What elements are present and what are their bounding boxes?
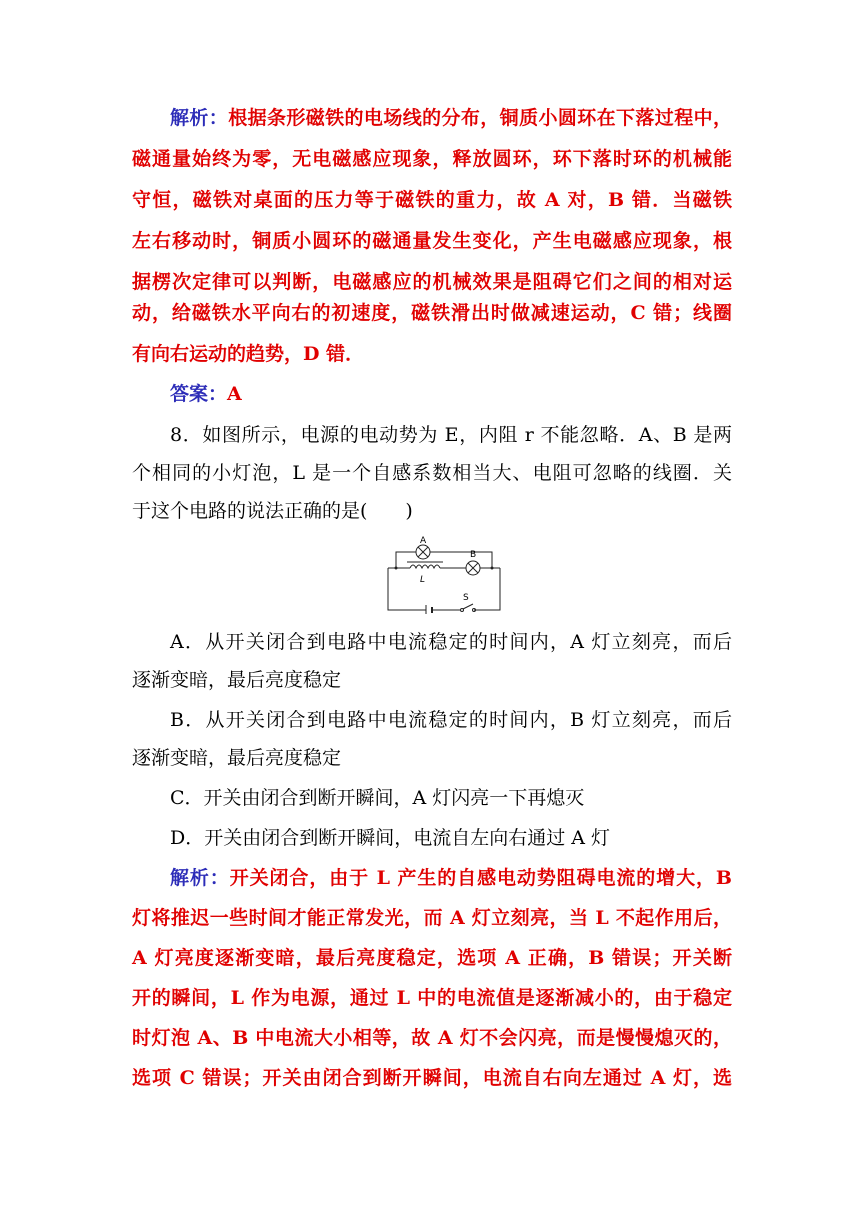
analysis1-line-1: 解析：根据条形磁铁的电场线的分布，铜质小圆环在下落过程中， [170,107,732,129]
lamp-a-label: A [420,536,427,546]
question8-line-2: 个相同的小灯泡，L 是一个自感系数相当大、电阻可忽略的线圈．关 [132,462,732,484]
analysis1-line-6: 动，给磁铁水平向右的初速度，磁铁滑出时做减速运动，C 错；线圈 [132,302,732,324]
analysis2-label: 解析： [170,867,230,889]
switch-label: S [463,593,469,603]
analysis2-line-1: 解析：开关闭合，由于 L 产生的自感电动势阻碍电流的增大，B [170,867,732,889]
option-b-line-2: 逐渐变暗，最后亮度稳定 [132,747,342,769]
analysis1-line-4: 左右移动时，铜质小圆环的磁通量发生变化，产生电磁感应现象，根 [132,230,732,252]
analysis2-line-4: 开的瞬间，L 作为电源，通过 L 中的电流值是逐渐减小的，由于稳定 [132,987,732,1009]
option-b-line-1: B．从开关闭合到电路中电流稳定的时间内，B 灯立刻亮，而后 [170,709,732,731]
question8-line-1: 8．如图所示，电源的电动势为 E，内阻 r 不能忽略．A、B 是两 [170,424,732,446]
option-a-line-1: A．从开关闭合到电路中电流稳定的时间内，A 灯立刻亮，而后 [170,631,732,653]
analysis1-line-7: 有向右运动的趋势，D 错． [132,343,365,365]
analysis1-line-5: 据楞次定律可以判断，电磁感应的机械效果是阻碍它们之间的相对运 [132,271,732,293]
answer1-value: A [227,383,242,405]
analysis1-line-2: 磁通量始终为零，无电磁感应现象，释放圆环，环下落时环的机械能 [132,148,732,170]
option-d: D．开关由闭合到断开瞬间，电流自左向右通过 A 灯 [170,827,611,849]
analysis1-line-3: 守恒，磁铁对桌面的压力等于磁铁的重力，故 A 对，B 错．当磁铁 [132,189,732,211]
circuit-diagram [382,534,506,614]
option-c: C．开关由闭合到断开瞬间，A 灯闪亮一下再熄灭 [170,787,585,809]
analysis1-label: 解析： [170,107,229,129]
coil-label: L [420,575,426,585]
analysis2-line-2: 灯将推迟一些时间才能正常发光，而 A 灯立刻亮，当 L 不起作用后， [132,907,732,929]
answer1-label: 答案： [170,383,228,405]
option-a-line-2: 逐渐变暗，最后亮度稳定 [132,669,342,691]
question8-line-3: 于这个电路的说法正确的是( ) [132,500,413,522]
answer1 [170,380,732,408]
analysis2-line-5: 时灯泡 A、B 中电流大小相等，故 A 灯不会闪亮，而是慢慢熄灭的， [132,1027,732,1049]
lamp-b-label: B [470,550,477,560]
analysis2-line-6: 选项 C 错误；开关由闭合到断开瞬间，电流自右向左通过 A 灯，选 [132,1067,732,1089]
analysis2-line-3: A 灯亮度逐渐变暗，最后亮度稳定，选项 A 正确，B 错误；开关断 [132,947,732,969]
